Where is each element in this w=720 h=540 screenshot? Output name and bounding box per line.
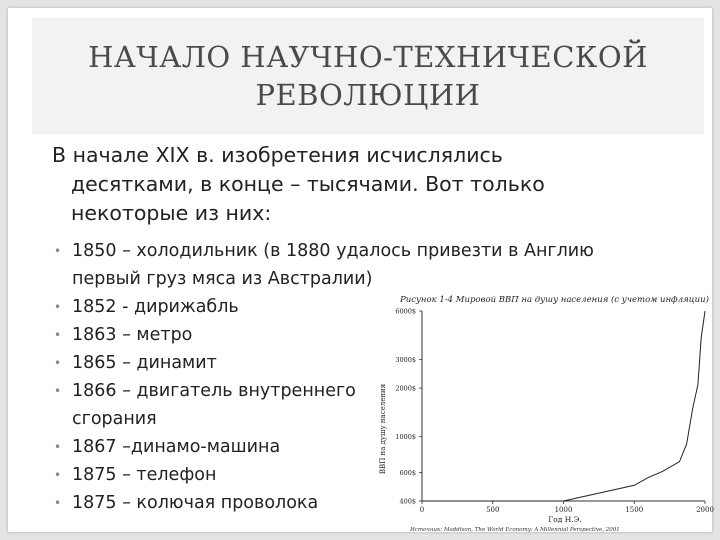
bullet-icon: • <box>54 300 62 314</box>
chart-series-line <box>422 311 705 501</box>
chart-x-axis-label: Год Н.Э. <box>548 515 582 524</box>
chart-y-tick-label: 6000$ <box>395 307 416 316</box>
slide-title-line-1: НАЧАЛО НАУЧНО-ТЕХНИЧЕСКОЙ <box>88 40 648 74</box>
bullet-icon: • <box>54 468 62 482</box>
chart-y-tick-label: 600$ <box>399 469 416 478</box>
list-item-text: 1867 –динамо-машина <box>72 437 281 457</box>
chart-x-tick-label: 0 <box>419 506 425 514</box>
bullet-icon: • <box>54 384 62 398</box>
chart-x-tick-label: 1000 <box>554 506 573 514</box>
slide-title-line-2: РЕВОЛЮЦИИ <box>255 78 481 112</box>
intro-line-3: некоторые из них: <box>71 201 272 225</box>
chart-y-tick-label: 1000$ <box>395 433 416 442</box>
list-item-text-continued: первый груз мяса из Австралии) <box>72 269 373 289</box>
chart-y-tick-label: 2000$ <box>395 384 416 393</box>
list-item-text: 1875 – телефон <box>72 465 217 485</box>
list-item-text: 1863 – метро <box>72 325 193 345</box>
gdp-chart-figure <box>370 289 714 533</box>
gdp-chart <box>370 289 714 533</box>
bullet-icon: • <box>54 440 62 454</box>
chart-plot-area <box>395 308 714 515</box>
chart-title: Рисунок 1-4 Мировой ВВП на душу населения (с учетом инфляции) <box>400 295 709 305</box>
chart-x-tick-label: 1500 <box>625 506 644 514</box>
list-item-text: 1875 – колючая проволока <box>72 493 319 513</box>
bullet-icon: • <box>54 356 62 370</box>
list-item-text: 1865 – динамит <box>72 353 217 373</box>
chart-x-tick-label: 500 <box>486 506 500 514</box>
bullet-icon: • <box>54 496 62 510</box>
intro-line-2: десятками, в конце – тысячами. Вот только <box>71 172 545 196</box>
chart-y-axis-label: ВВП на душу населения <box>379 383 387 475</box>
slide <box>8 8 712 532</box>
intro-line-1: В начале XIX в. изобретения исчислялись <box>52 143 503 167</box>
list-item-text: 1866 – двигатель внутреннего <box>72 381 356 401</box>
list-item-text: 1852 - дирижабль <box>72 297 239 317</box>
chart-source-note: Источник: Maddison, The World Economy: A Millennial Perspective, 2001 <box>410 527 620 533</box>
list-item <box>52 237 652 293</box>
title-band <box>32 18 704 134</box>
bullet-icon: • <box>54 244 62 258</box>
bullet-icon: • <box>54 328 62 342</box>
chart-x-tick-label: 2000 <box>696 506 714 514</box>
chart-y-tick-label: 3000$ <box>395 356 416 365</box>
chart-y-tick-label: 400$ <box>399 497 416 506</box>
list-item-text-continued: сгорания <box>72 409 157 429</box>
list-item-text: 1850 – холодильник (в 1880 удалось привезти в Англию <box>72 241 594 261</box>
intro-paragraph <box>52 141 692 228</box>
